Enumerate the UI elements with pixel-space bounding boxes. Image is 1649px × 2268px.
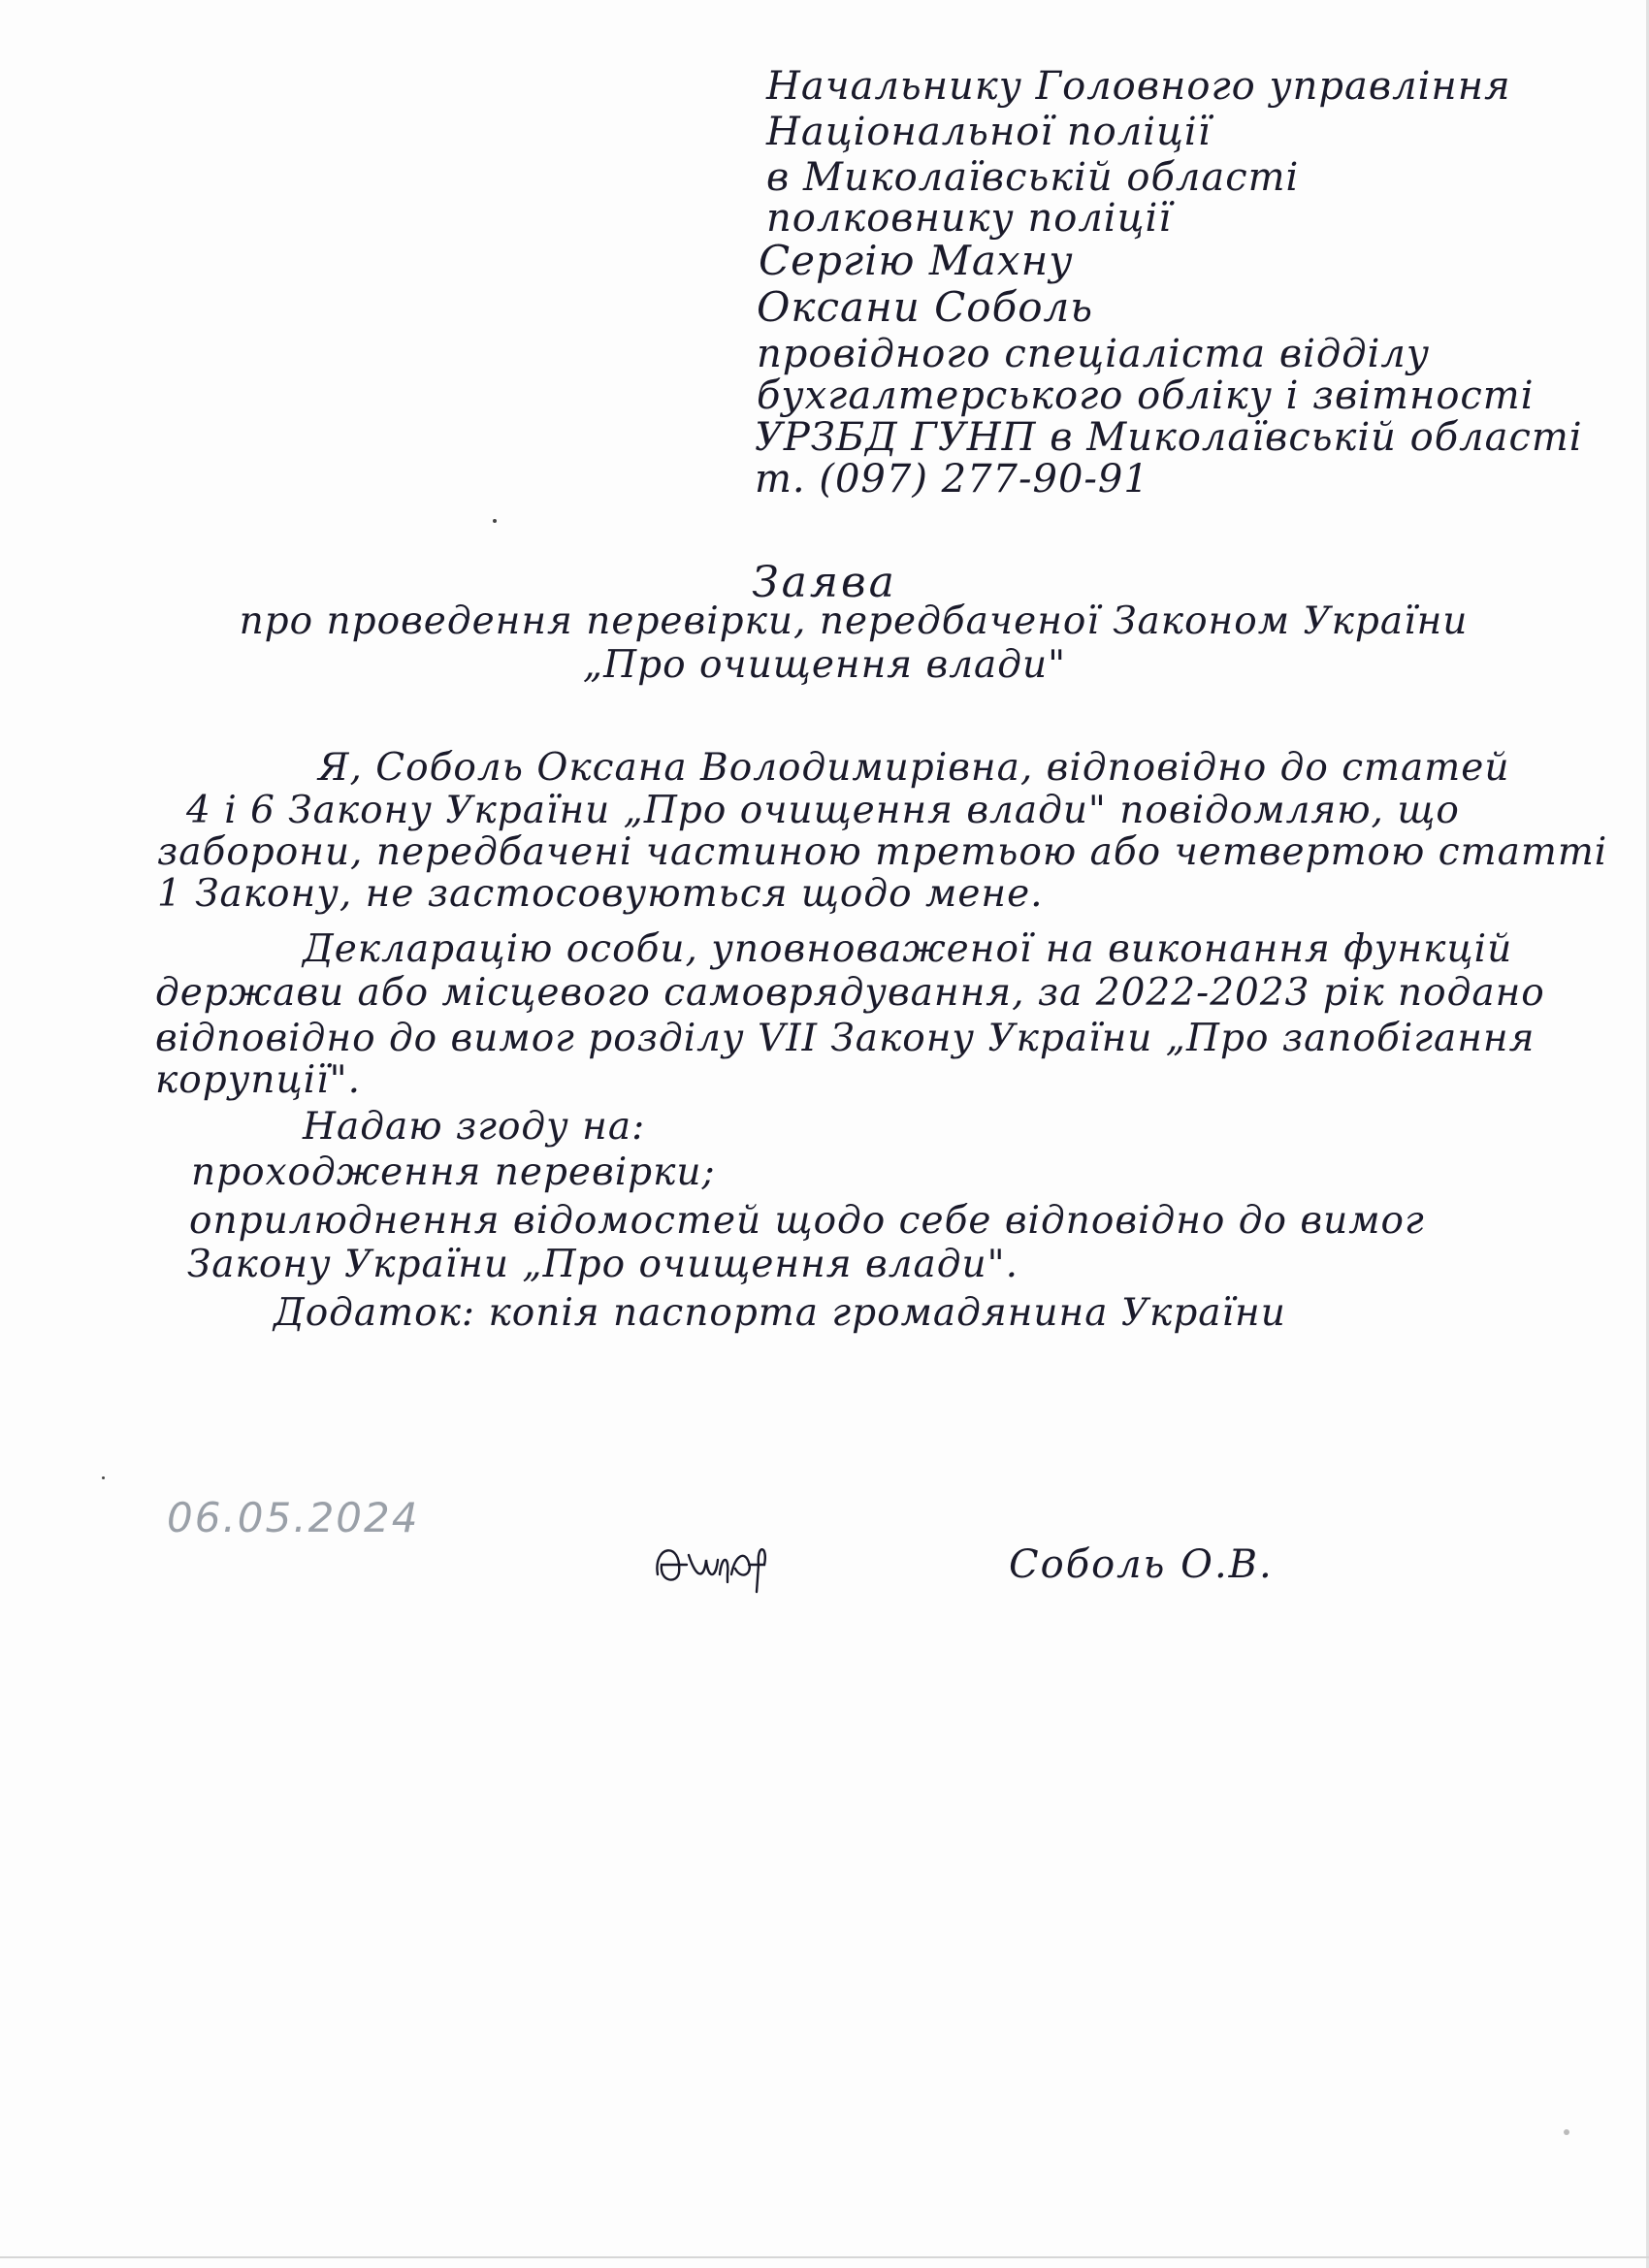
body-line: Закону України „Про очищення влади".: [187, 1243, 1018, 1286]
applicant-position: УРЗБД ГУНП в Миколаївській області: [755, 415, 1583, 460]
applicant-name: Оксани Соболь: [757, 283, 1094, 331]
addressee-line: в Миколаївській області: [766, 155, 1300, 200]
scan-bottom-edge: [0, 2256, 1649, 2258]
attachment-line: Додаток: копія паспорта громадянина України: [274, 1291, 1286, 1335]
document-subtitle: про проведення перевірки, передбаченої Законом України: [239, 599, 1469, 643]
body-line: 1 Закону, не застосовуються щодо мене.: [157, 872, 1044, 916]
scan-speck: [1564, 2129, 1569, 2135]
date-stamp: 06.05.2024: [167, 1494, 420, 1541]
handwritten-signature: [648, 1536, 784, 1594]
body-line: Декларацію особи, уповноваженої на виконання функцій: [303, 927, 1513, 971]
body-line: оприлюднення відомостей щодо себе відповідно до вимог: [189, 1199, 1425, 1243]
body-line: 4 і 6 Закону України „Про очищення влади" повідомляю, що: [186, 789, 1460, 832]
applicant-phone: т. (097) 277-90-91: [755, 457, 1149, 502]
addressee-line: Національної поліції: [766, 110, 1212, 154]
document-title: Заява: [752, 558, 897, 607]
body-line: держави або місцевого самоврядування, за 2022-2023 рік подано: [155, 971, 1545, 1015]
body-line: корупції".: [155, 1058, 361, 1102]
addressee-name: Сергію Махну: [759, 237, 1074, 284]
scan-speck: [493, 519, 497, 523]
applicant-position: бухгалтерського обліку і звітності: [757, 373, 1535, 418]
body-line: відповідно до вимог розділу VII Закону України „Про запобігання: [155, 1017, 1536, 1060]
body-line: заборони, передбачені частиною третьою або четвертою статті: [157, 830, 1608, 874]
addressee-line: Начальнику Головного управління: [766, 64, 1511, 109]
body-line: проходження перевірки;: [191, 1150, 716, 1194]
applicant-position: провідного спеціаліста відділу: [757, 332, 1431, 376]
body-line: Я, Соболь Оксана Володимирівна, відповідно до статей: [318, 746, 1510, 790]
scan-speck: [102, 1476, 105, 1479]
signature-name: Соболь О.В.: [1009, 1542, 1274, 1587]
body-line: Надаю згоду на:: [303, 1105, 646, 1149]
addressee-line: полковнику поліції: [766, 196, 1173, 241]
document-subtitle: „Про очищення влади": [582, 643, 1067, 687]
